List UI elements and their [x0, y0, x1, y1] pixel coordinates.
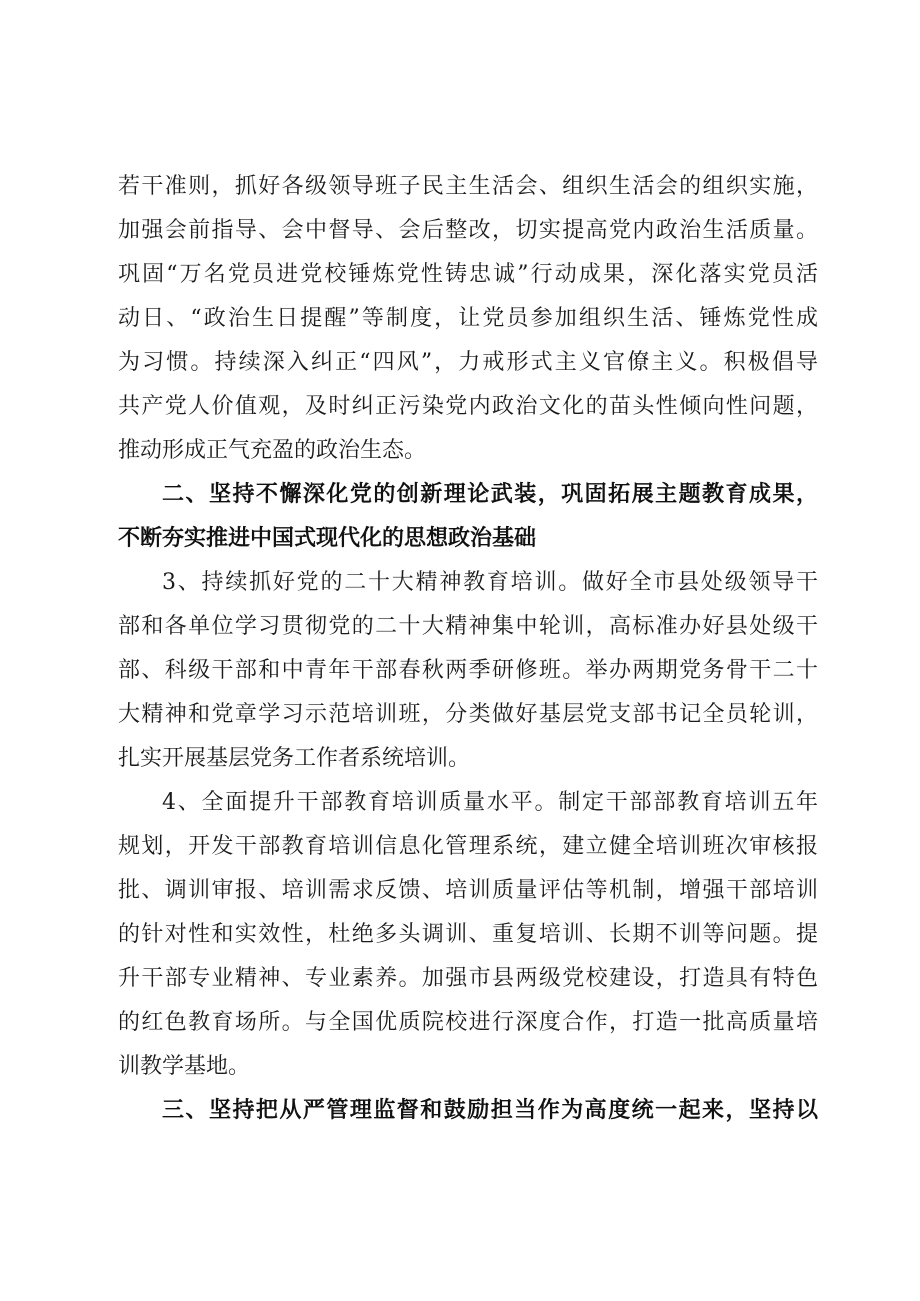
paragraph-line: 加强会前指导、会中督导、会后整改，切实提高党内政治生活质量。 [118, 218, 818, 243]
paragraph-line: 共产党人价值观，及时纠正污染党内政治文化的苗头性倾向性问题， [118, 394, 818, 419]
section-heading-line: 不断夯实推进中国式现代化的思想政治基础 [118, 526, 537, 551]
paragraph-line: 若干准则，抓好各级领导班子民主生活会、组织生活会的组织实施， [118, 174, 818, 199]
section-heading-line: 三、坚持把从严管理监督和鼓励担当作为高度统一起来，坚持以 [162, 1098, 818, 1123]
paragraph-line: 推动形成正气充盈的政治生态。 [118, 438, 427, 463]
paragraph-line: 升干部专业精神、专业素养。加强市县两级党校建设，打造具有特色 [118, 966, 818, 991]
paragraph-line: 规划，开发干部教育培训信息化管理系统，建立健全培训班次审核报 [118, 834, 818, 859]
paragraph-line: 部、科级干部和中青年干部春秋两季研修班。举办两期党务骨干二十 [118, 658, 818, 683]
paragraph-line: 部和各单位学习贯彻党的二十大精神集中轮训，高标准办好县处级干 [118, 614, 818, 639]
paragraph-line: 的红色教育场所。与全国优质院校进行深度合作，打造一批高质量培 [118, 1010, 818, 1035]
paragraph-line: 大精神和党章学习示范培训班，分类做好基层党支部书记全员轮训， [118, 702, 818, 727]
paragraph-line: 的针对性和实效性，杜绝多头调训、重复培训、长期不训等问题。提 [118, 922, 818, 947]
paragraph-line: 为习惯。持续深入纠正“四风”，力戒形式主义官僚主义。积极倡导 [118, 350, 818, 375]
paragraph-line: 扎实开展基层党务工作者系统培训。 [118, 746, 471, 771]
paragraph-line: 4、全面提升干部教育培训质量水平。制定干部部教育培训五年 [162, 790, 818, 815]
paragraph-line: 动日、“政治生日提醒”等制度，让党员参加组织生活、锤炼党性成 [118, 306, 818, 331]
paragraph-line: 训教学基地。 [118, 1054, 251, 1079]
paragraph-line: 批、调训审报、培训需求反馈、培训质量评估等机制，增强干部培训 [118, 878, 818, 903]
paragraph-line: 3、持续抓好党的二十大精神教育培训。做好全市县处级领导干 [162, 570, 818, 595]
paragraph-line: 巩固“万名党员进党校锤炼党性铸忠诚”行动成果，深化落实党员活 [118, 262, 818, 287]
section-heading-line: 二、坚持不懈深化党的创新理论武装，巩固拓展主题教育成果， [162, 482, 818, 507]
